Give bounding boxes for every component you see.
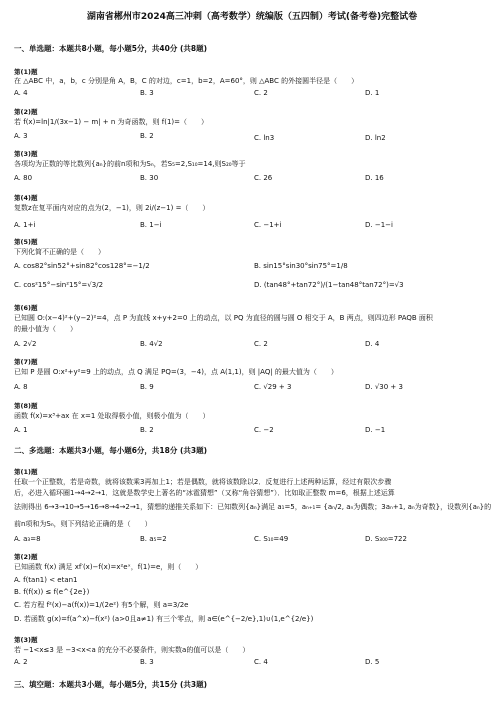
option-b[interactable]: B. 30 xyxy=(140,174,159,182)
option-b[interactable]: B. sin15°sin30°sin75°=1/8 xyxy=(254,262,348,270)
option-d[interactable]: D. 5 xyxy=(365,658,380,666)
option-c[interactable]: C. ln3 xyxy=(254,134,275,142)
option-c[interactable]: C. S₁₀=49 xyxy=(254,535,289,543)
question-text: 复数z在复平面内对应的点为(2，−1)，则 2i/(z−1) =（ ） xyxy=(14,204,210,212)
question-number: 第(4)题 xyxy=(14,194,38,202)
option-b[interactable]: B. 2 xyxy=(140,426,154,434)
question-number: 第(8)题 xyxy=(14,402,38,410)
option-c[interactable]: C. −1+i xyxy=(254,221,282,229)
option-d[interactable]: D. 若函数 g(x)=f(a^x)−f(x²) (a>0且a≠1) 有三个零点，则 a∈(e^{−2/e},1)∪(1,e^{2/e}) xyxy=(14,615,314,623)
question-number: 第(7)题 xyxy=(14,358,38,366)
question-number: 第(1)题 xyxy=(14,468,38,476)
option-a[interactable]: A. 2 xyxy=(14,658,28,666)
question-text: 已知函数 f(x) 满足 xf′(x)−f(x)=x²eˣ，f(1)=e，则（ ） xyxy=(14,563,203,571)
option-a[interactable]: A. 4 xyxy=(14,89,28,97)
option-c[interactable]: C. −2 xyxy=(254,426,274,434)
option-b[interactable]: B. 2 xyxy=(140,132,154,140)
question-text: 任取一个正整数，若是奇数，就将该数乘3再加上1；若是偶数，就将该数除以2．反复进行上述两种运算，经过有限次步骤 xyxy=(14,478,392,486)
option-d[interactable]: D. 16 xyxy=(365,174,384,182)
option-a[interactable]: A. cos82°sin52°+sin82°cos128°=−1/2 xyxy=(14,262,150,270)
question-text-continued: 的最小值为（ ） xyxy=(14,325,77,333)
option-d[interactable]: D. 1 xyxy=(365,89,380,97)
page-title: 湖南省郴州市2024高三冲刺（高考数学）统编版（五四制）考试(备考卷)完整试卷 xyxy=(86,12,418,22)
question-number: 第(2)题 xyxy=(14,553,38,561)
question-text: 已知 P 是圆 O:x²+y²=9 上的动点，点 Q 满足 PQ=(3，−4)，点 A(1,1)，则 |AQ| 的最大值为（ ） xyxy=(14,368,338,376)
question-number: 第(3)题 xyxy=(14,150,38,158)
option-c[interactable]: C. cos²15°−sin²15°=√3/2 xyxy=(14,281,104,289)
option-c[interactable]: C. 4 xyxy=(254,658,268,666)
option-b[interactable]: B. 9 xyxy=(140,383,154,391)
question-text: 已知圆 O:(x−4)²+(y−2)²=4，点 P 为直线 x+y+2=0 上的动点，以 PQ 为直径的圆与圆 O 相交于 A，B 两点，则四边形 PAQB 面积 xyxy=(14,314,433,322)
question-text-continued: 前n项和为Sₙ，则下列结论正确的是（ ） xyxy=(14,520,152,528)
option-d[interactable]: D. −1−i xyxy=(365,221,393,229)
question-number: 第(5)题 xyxy=(14,238,38,246)
option-a[interactable]: A. 2√2 xyxy=(14,340,37,348)
option-a[interactable]: A. 3 xyxy=(14,132,28,140)
question-text-continued: 后，必进入循环圈1→4→2→1．这就是数学史上著名的“冰雹猜想”（又称“角谷猜想”）．比如取正整数 m=6，根据上述运算 xyxy=(14,489,395,497)
option-a[interactable]: A. 1+i xyxy=(14,221,36,229)
option-b[interactable]: B. 3 xyxy=(140,658,154,666)
option-c[interactable]: C. 若方程 f²(x)−a(f(x))=1/(2e²) 有5个解，则 a=3/2e xyxy=(14,601,189,609)
question-text-continued: 法则得出 6→3→10→5→16→8→4→2→1，猜想的递推关系如下：已知数列{aₙ}满足 a₁=5，aₙ₊₁= {aₙ/2, aₙ为偶数；3aₙ+1, aₙ为奇数}，设数列{aₙ}的 xyxy=(14,503,492,511)
question-text: 若 −1<x≤3 是 −3<x<a 的充分不必要条件，则实数a的值可以是（ ） xyxy=(14,646,250,654)
option-d[interactable]: D. ln2 xyxy=(365,134,386,142)
question-text: 函数 f(x)=x³+ax 在 x=1 处取得极小值，则极小值为（ ） xyxy=(14,412,210,420)
option-b[interactable]: B. 3 xyxy=(140,89,154,97)
question-text: 在 △ABC 中，a，b，c 分别是角 A，B，C 的对边，c=1，b=2，A=60°，则 △ABC 的外接圆半径是（ ） xyxy=(14,77,359,85)
option-a[interactable]: A. 8 xyxy=(14,383,28,391)
question-text: 若 f(x)=ln|1/(3x−1) − m| + n 为奇函数，则 f(1)=（ ） xyxy=(14,118,209,126)
option-d[interactable]: D. (tan48°+tan72°)/(1−tan48°tan72°)=√3 xyxy=(254,281,404,289)
section-single-choice: 一、单选题：本题共8小题，每小题5分，共40分 (共8题) xyxy=(14,44,208,53)
option-d[interactable]: D. 4 xyxy=(365,340,380,348)
question-number: 第(2)题 xyxy=(14,108,38,116)
option-c[interactable]: C. 2 xyxy=(254,89,268,97)
option-d[interactable]: D. S₃₀₀=722 xyxy=(365,535,407,543)
section-multiple-choice: 二、多选题：本题共3小题，每小题6分，共18分 (共3题) xyxy=(14,446,208,455)
option-b[interactable]: B. f(f(x)) ≤ f(e^{2e}) xyxy=(14,588,90,596)
option-d[interactable]: D. −1 xyxy=(365,426,386,434)
option-b[interactable]: B. 4√2 xyxy=(140,340,163,348)
option-a[interactable]: A. 80 xyxy=(14,174,33,182)
option-d[interactable]: D. √30 + 3 xyxy=(365,383,403,391)
section-fill-in: 三、填空题：本题共3小题，每小题5分，共15分 (共3题) xyxy=(14,680,208,689)
option-a[interactable]: A. f(tan1) < etan1 xyxy=(14,576,78,584)
option-c[interactable]: C. 26 xyxy=(254,174,273,182)
question-text: 下列化简不正确的是（ ） xyxy=(14,248,105,256)
option-b[interactable]: B. a₅=2 xyxy=(140,535,167,543)
question-number: 第(6)题 xyxy=(14,304,38,312)
question-number: 第(1)题 xyxy=(14,68,38,76)
question-number: 第(3)题 xyxy=(14,636,38,644)
option-a[interactable]: A. 1 xyxy=(14,426,28,434)
question-text: 各项均为正数的等比数列{aₙ}的前n项和为Sₙ，若S₅=2,S₁₀=14,则S₂₀等于 xyxy=(14,160,246,168)
option-c[interactable]: C. √29 + 3 xyxy=(254,383,292,391)
option-a[interactable]: A. a₃=8 xyxy=(14,535,41,543)
option-c[interactable]: C. 2 xyxy=(254,340,268,348)
option-b[interactable]: B. 1−i xyxy=(140,221,162,229)
